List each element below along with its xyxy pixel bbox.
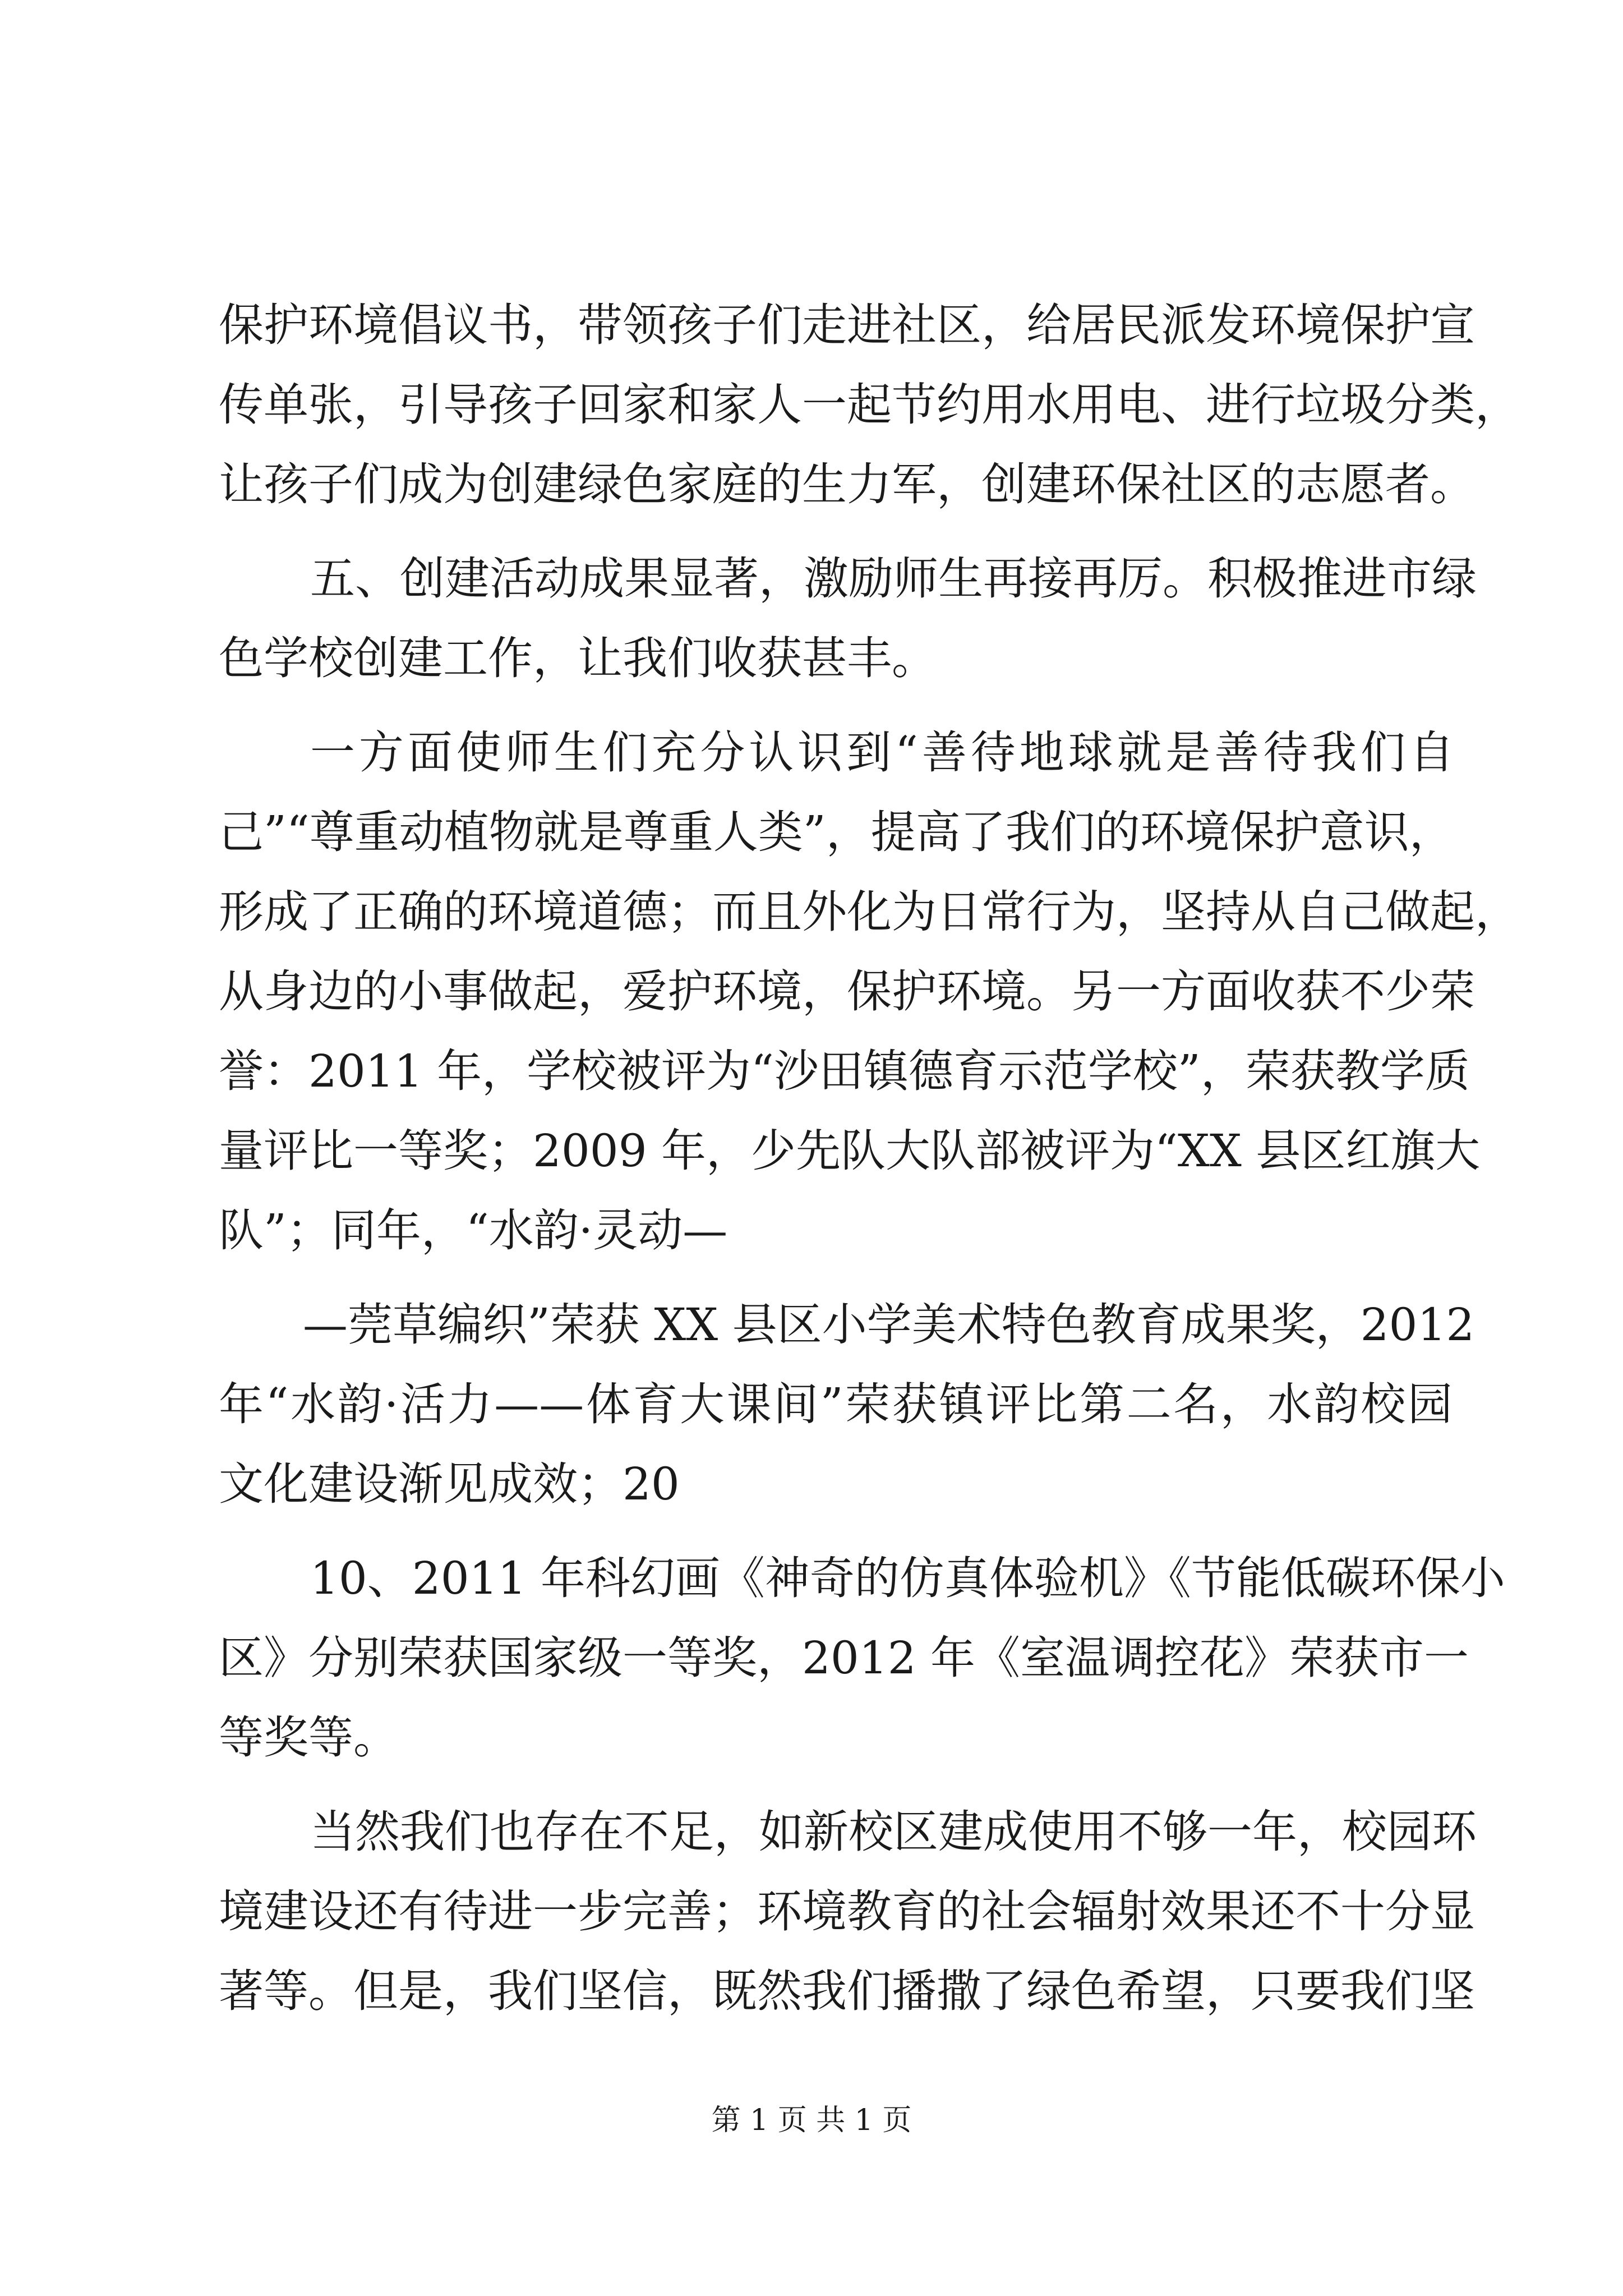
text-line: 等奖等。 xyxy=(219,1711,398,1764)
text-line: 色学校创建工作，让我们收获甚丰。 xyxy=(219,632,937,684)
paragraph-start: 一方面使师生们充分认识到“善待地球就是善待我们自 xyxy=(310,726,1454,779)
paragraph-start: 10、2011 年科幻画《神奇的仿真体验机》《节能低碳环保小 xyxy=(310,1552,1505,1604)
text-line: 誉：2011 年，学校被评为“沙田镇德育示范学校”，荣获教学质 xyxy=(219,1045,1470,1097)
text-line: 年“水韵·活力——体育大课间”荣获镇评比第二名，水韵校园 xyxy=(219,1378,1453,1430)
text-line: 文化建设渐见成效；20 xyxy=(219,1458,680,1510)
text-line: 己”“尊重动植物就是尊重人类”，提高了我们的环境保护意识， xyxy=(219,806,1454,858)
text-line: 形成了正确的环境道德；而且外化为日常行为，坚持从自己做起， xyxy=(219,886,1520,938)
text-line: 区》分别荣获国家级一等奖，2012 年《室温调控花》荣获市一 xyxy=(219,1632,1469,1684)
text-line: 保护环境倡议书，带领孩子们走进社区，给居民派发环境保护宣 xyxy=(219,299,1475,351)
text-line: 著等。但是，我们坚信，既然我们播撒了绿色希望，只要我们坚 xyxy=(219,1965,1475,2017)
text-line: 队”；同年，“水韵·灵动— xyxy=(219,1204,728,1257)
text-line: 传单张，引导孩子回家和家人一起节约用水用电、进行垃圾分类， xyxy=(219,379,1520,431)
paragraph-start: —莞草编织”荣获 XX 县区小学美术特色教育成果奖，2012 xyxy=(303,1299,1475,1351)
text-line: 让孩子们成为创建绿色家庭的生力军，创建环保社区的志愿者。 xyxy=(219,458,1475,510)
paragraph-start: 五、创建活动成果显著，激励师生再接再厉。积极推进市绿 xyxy=(310,553,1477,605)
paragraph-start: 当然我们也存在不足，如新校区建成使用不够一年，校园环 xyxy=(310,1806,1477,1858)
text-line: 量评比一等奖；2009 年，少先队大队部被评为“XX 县区红旗大 xyxy=(219,1125,1481,1177)
text-line: 从身边的小事做起，爱护环境，保护环境。另一方面收获不少荣 xyxy=(219,965,1475,1018)
text-line: 境建设还有待进一步完善；环境教育的社会辐射效果还不十分显 xyxy=(219,1885,1475,1938)
page-footer: 第 1 页 共 1 页 xyxy=(711,2104,912,2137)
